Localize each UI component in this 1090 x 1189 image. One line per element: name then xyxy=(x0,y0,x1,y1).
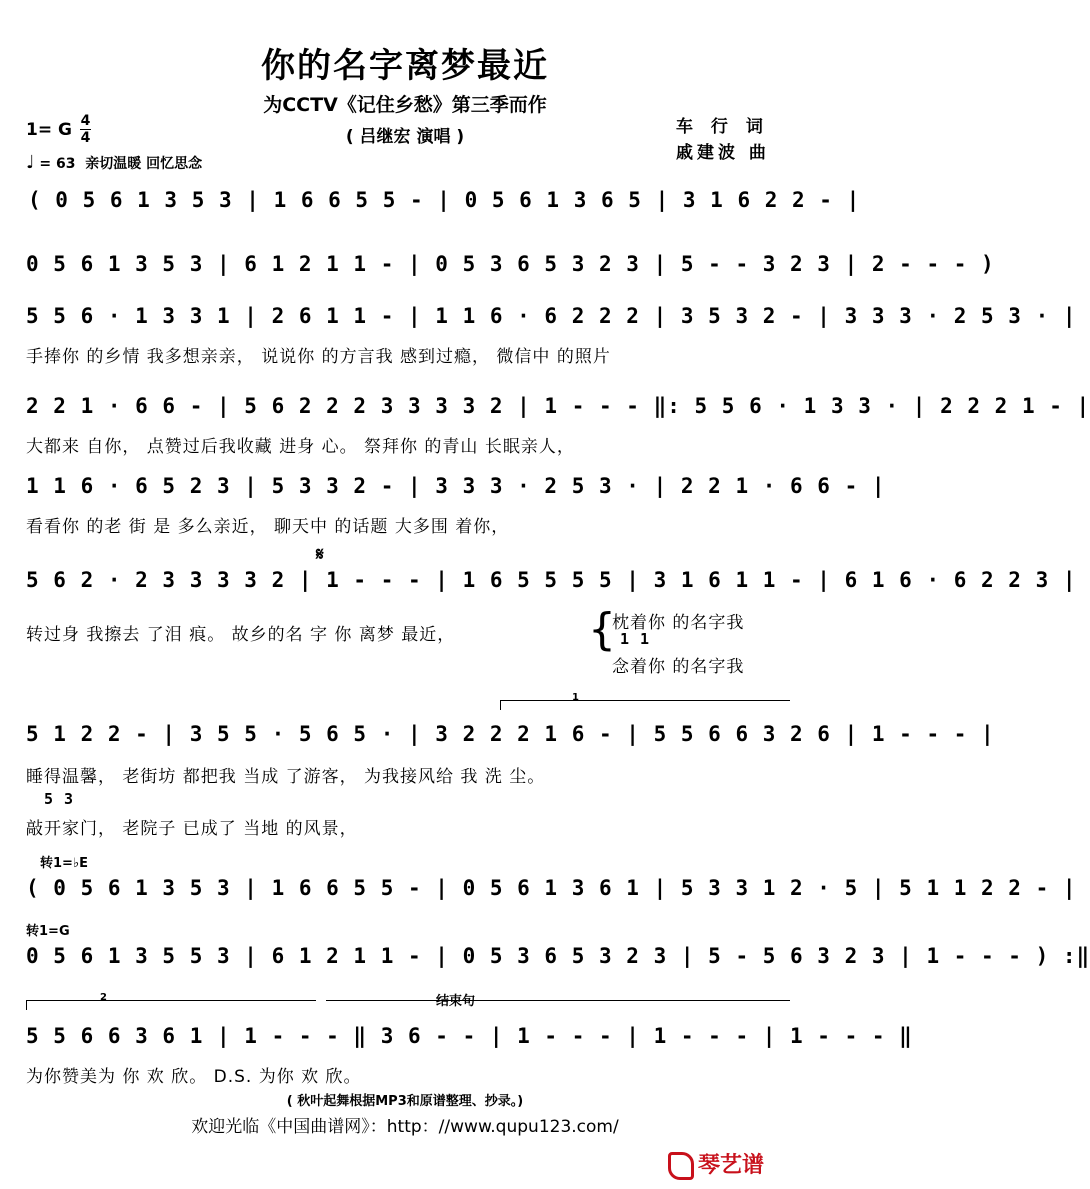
singer-credit: ( 吕继宏 演唱 ) xyxy=(345,127,465,147)
lyric-row-3: 手捧你 的乡情 我多想亲亲， 说说你 的方言我 感到过瘾， 微信中 的照片 xyxy=(26,347,611,367)
ending-label: 结束句 xyxy=(436,994,476,1009)
lyric-row-10: 为你赞美为 你 欢 欣。 D.S. 为你 欢 欣。 xyxy=(26,1067,362,1087)
lyric-row-5: 看看你 的老 街 是 多么亲近， 聊天中 的话题 大多围 着你， xyxy=(26,517,510,537)
lyric-row-6-verse-b: 念着你 的名字我 xyxy=(612,657,745,677)
score-row-3: 5 5 6 · 1 3 3 1 | 2 6 1 1 - | 1 1 6 · 6 2 2 2 | 3 5 3 2 - | 3 3 3 · 2 5 3 · | xyxy=(26,304,1077,328)
ending-bracket-line xyxy=(326,1000,790,1001)
volta-1-tick xyxy=(500,700,501,710)
score-row-10: 5 5 6 6 3 6 1 | 1 - - - ‖ 3 6 - - | 1 - - - | 1 - - - | 1 - - - ‖ xyxy=(26,1024,913,1048)
tempo-value: = 63 xyxy=(39,156,76,172)
brand-logo xyxy=(668,1148,764,1180)
time-top: 4 xyxy=(80,113,91,129)
modulation-eb: 转1=♭E xyxy=(40,856,88,871)
song-subtitle: 为CCTV《记住乡愁》第三季而作 xyxy=(263,94,547,116)
volta-2-tick xyxy=(26,1000,27,1010)
score-row-9: 0 5 6 1 3 5 5 3 | 6 1 2 1 1 - | 0 5 3 6 5 3 2 3 | 5 - 5 6 3 2 3 | 1 - - - ) :‖ xyxy=(26,944,1090,968)
song-title: 你的名字离梦最近 xyxy=(261,46,549,86)
lyric-row-7: 睡得温馨， 老街坊 都把我 当成 了游客， 为我接风给 我 洗 尘。 xyxy=(26,767,546,787)
brand-logo-icon xyxy=(668,1152,694,1180)
composer-credit: 戚建波 曲 xyxy=(676,143,770,163)
site-welcome: 欢迎光临《中国曲谱网》：http：//www.qupu123.com/ xyxy=(191,1117,619,1137)
lyric-row-4: 大都来 自你， 点赞过后我收藏 进身 心。 祭拜你 的青山 长眠亲人， xyxy=(26,437,575,457)
quarter-note-icon: ♩ xyxy=(26,152,35,173)
lyricist-credit: 车 行 词 xyxy=(676,117,769,137)
modulation-g: 转1=G xyxy=(26,924,70,939)
volta-2-line xyxy=(26,1000,316,1001)
brand-logo-text: 琴艺谱 xyxy=(698,1153,765,1178)
time-signature xyxy=(80,114,91,145)
expression-text: 亲切温暖 回忆思念 xyxy=(85,156,203,172)
score-row-6: 5 6 2 · 2 3 3 3 3 2 | 1 - - - | 1 6 5 5 5 5 | 3 1 6 1 1 - | 6 1 6 · 6 2 2 3 | xyxy=(26,568,1077,592)
lyric-row-6-verse-a: 枕着你 的名字我 xyxy=(612,613,745,633)
alt-notes-row-7: 5 3 xyxy=(44,790,75,808)
lyric-row-7-verse-2: 敲开家门， 老院子 已成了 当地 的风景， xyxy=(26,819,358,839)
volta-1-line xyxy=(500,700,790,701)
time-bottom: 4 xyxy=(80,130,91,146)
transcription-note: ( 秋叶起舞根据MP3和原谱整理、抄录。) xyxy=(286,1094,524,1109)
segno-icon: 𝄋 xyxy=(316,544,324,565)
score-row-7: 5 1 2 2 - | 3 5 5 · 5 6 5 · | 3 2 2 2 1 6 - | 5 5 6 6 3 2 6 | 1 - - - | xyxy=(26,722,995,746)
alt-notes-row-6: 1 1 xyxy=(620,630,651,648)
volta-2-label: 2 xyxy=(100,992,107,1003)
score-row-8: ( 0 5 6 1 3 5 3 | 1 6 6 5 5 - | 0 5 6 1 3 6 1 | 5 3 3 1 2 · 5 | 5 1 1 2 2 - | xyxy=(26,876,1077,900)
lyric-row-6: 转过身 我擦去 了泪 痕。 故乡的名 字 你 离梦 最近， xyxy=(26,625,456,645)
score-row-4: 2 2 1 · 6 6 - | 5 6 2 2 2 3 3 3 3 2 | 1 - - - ‖: 5 5 6 · 1 3 3 · | 2 2 2 1 - | xyxy=(26,394,1090,418)
score-row-5: 1 1 6 · 6 5 2 3 | 5 3 3 2 - | 3 3 3 · 2 5 3 · | 2 2 1 · 6 6 - | xyxy=(26,474,886,498)
tempo-marking xyxy=(26,152,202,173)
score-row-1: ( 0 5 6 1 3 5 3 | 1 6 6 5 5 - | 0 5 6 1 3 6 5 | 3 1 6 2 2 - | xyxy=(28,188,861,212)
key-signature: 1= G xyxy=(26,120,72,140)
score-row-2: 0 5 6 1 3 5 3 | 6 1 2 1 1 - | 0 5 3 6 5 3 2 3 | 5 - - 3 2 3 | 2 - - - ) xyxy=(26,252,995,276)
lyric-brace: { xyxy=(588,604,616,655)
volta-1-label: 1 xyxy=(572,692,579,703)
